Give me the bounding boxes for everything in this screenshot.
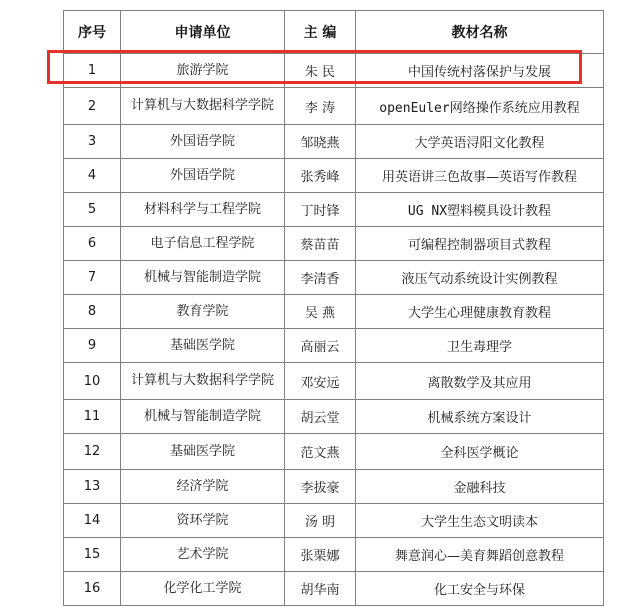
- row-editor: 李清香: [285, 261, 356, 295]
- row-unit: 经济学院: [121, 470, 285, 504]
- row-editor: 胡华南: [285, 572, 356, 606]
- table-row: [64, 363, 604, 400]
- row-unit: 资环学院: [121, 504, 285, 538]
- row-title: 金融科技: [356, 470, 604, 504]
- row-unit: 外国语学院: [121, 159, 285, 193]
- row-title: 大学英语浔阳文化教程: [356, 125, 604, 159]
- row-editor: 高丽云: [285, 329, 356, 363]
- table-row: [64, 434, 604, 470]
- row-unit: 电子信息工程学院: [121, 227, 285, 261]
- textbook-table-container: [63, 10, 603, 606]
- row-editor: 邹晓燕: [285, 125, 356, 159]
- row-editor: 朱 民: [285, 54, 356, 88]
- row-title: UG NX塑料模具设计教程: [356, 193, 604, 227]
- row-title: 大学生心理健康教育教程: [356, 295, 604, 329]
- row-editor: 李拔豪: [285, 470, 356, 504]
- row-title: 可编程控制器项目式教程: [356, 227, 604, 261]
- row-unit: 教育学院: [121, 295, 285, 329]
- row-number: 4: [64, 159, 121, 193]
- row-number: 12: [64, 434, 121, 470]
- row-number: 8: [64, 295, 121, 329]
- table-row: [64, 227, 604, 261]
- row-number: 5: [64, 193, 121, 227]
- table-row: [64, 159, 604, 193]
- row-title: 卫生毒理学: [356, 329, 604, 363]
- row-unit: 机械与智能制造学院: [121, 261, 285, 295]
- header-no: 序号: [64, 11, 121, 54]
- row-number: 14: [64, 504, 121, 538]
- row-unit: 基础医学院: [121, 434, 285, 470]
- table-row: [64, 538, 604, 572]
- table-row: [64, 470, 604, 504]
- header-title: 教材名称: [356, 11, 604, 54]
- row-editor: 李 涛: [285, 88, 356, 125]
- row-unit: 基础医学院: [121, 329, 285, 363]
- row-number: 6: [64, 227, 121, 261]
- row-title: 液压气动系统设计实例教程: [356, 261, 604, 295]
- row-title: 大学生生态文明读本: [356, 504, 604, 538]
- table-row: [64, 329, 604, 363]
- row-unit: 材料科学与工程学院: [121, 193, 285, 227]
- textbook-approval-table: [63, 10, 604, 606]
- row-number: 16: [64, 572, 121, 606]
- row-title: openEuler网络操作系统应用教程: [356, 88, 604, 125]
- table-row: [64, 193, 604, 227]
- row-number: 7: [64, 261, 121, 295]
- table-row: [64, 400, 604, 434]
- row-editor: 胡云堂: [285, 400, 356, 434]
- row-title: 离散数学及其应用: [356, 363, 604, 400]
- row-title: 用英语讲三色故事—英语写作教程: [356, 159, 604, 193]
- row-number: 13: [64, 470, 121, 504]
- row-editor: 张秀峰: [285, 159, 356, 193]
- row-number: 10: [64, 363, 121, 400]
- table-row: [64, 88, 604, 125]
- row-number: 3: [64, 125, 121, 159]
- row-editor: 蔡苗苗: [285, 227, 356, 261]
- row-unit: 外国语学院: [121, 125, 285, 159]
- row-unit: 机械与智能制造学院: [121, 400, 285, 434]
- row-unit: 计算机与大数据科学学院: [121, 363, 285, 400]
- table-row: [64, 54, 604, 88]
- table-row: [64, 504, 604, 538]
- row-number: 1: [64, 54, 121, 88]
- row-editor: 丁时锋: [285, 193, 356, 227]
- row-number: 11: [64, 400, 121, 434]
- row-title: 全科医学概论: [356, 434, 604, 470]
- row-unit: 旅游学院: [121, 54, 285, 88]
- row-title: 中国传统村落保护与发展: [356, 54, 604, 88]
- row-number: 15: [64, 538, 121, 572]
- row-number: 2: [64, 88, 121, 125]
- row-unit: 艺术学院: [121, 538, 285, 572]
- row-editor: 张栗娜: [285, 538, 356, 572]
- row-editor: 范文燕: [285, 434, 356, 470]
- table-row: [64, 261, 604, 295]
- table-row: [64, 572, 604, 606]
- row-unit: 计算机与大数据科学学院: [121, 88, 285, 125]
- row-unit: 化学化工学院: [121, 572, 285, 606]
- table-row: [64, 125, 604, 159]
- row-number: 9: [64, 329, 121, 363]
- header-unit: 申请单位: [121, 11, 285, 54]
- row-editor: 汤 明: [285, 504, 356, 538]
- row-title: 机械系统方案设计: [356, 400, 604, 434]
- row-title: 舞意润心—美育舞蹈创意教程: [356, 538, 604, 572]
- table-row: [64, 295, 604, 329]
- row-editor: 吴 燕: [285, 295, 356, 329]
- header-editor: 主 编: [285, 11, 356, 54]
- row-editor: 邓安远: [285, 363, 356, 400]
- row-title: 化工安全与环保: [356, 572, 604, 606]
- table-header-row: [64, 11, 604, 54]
